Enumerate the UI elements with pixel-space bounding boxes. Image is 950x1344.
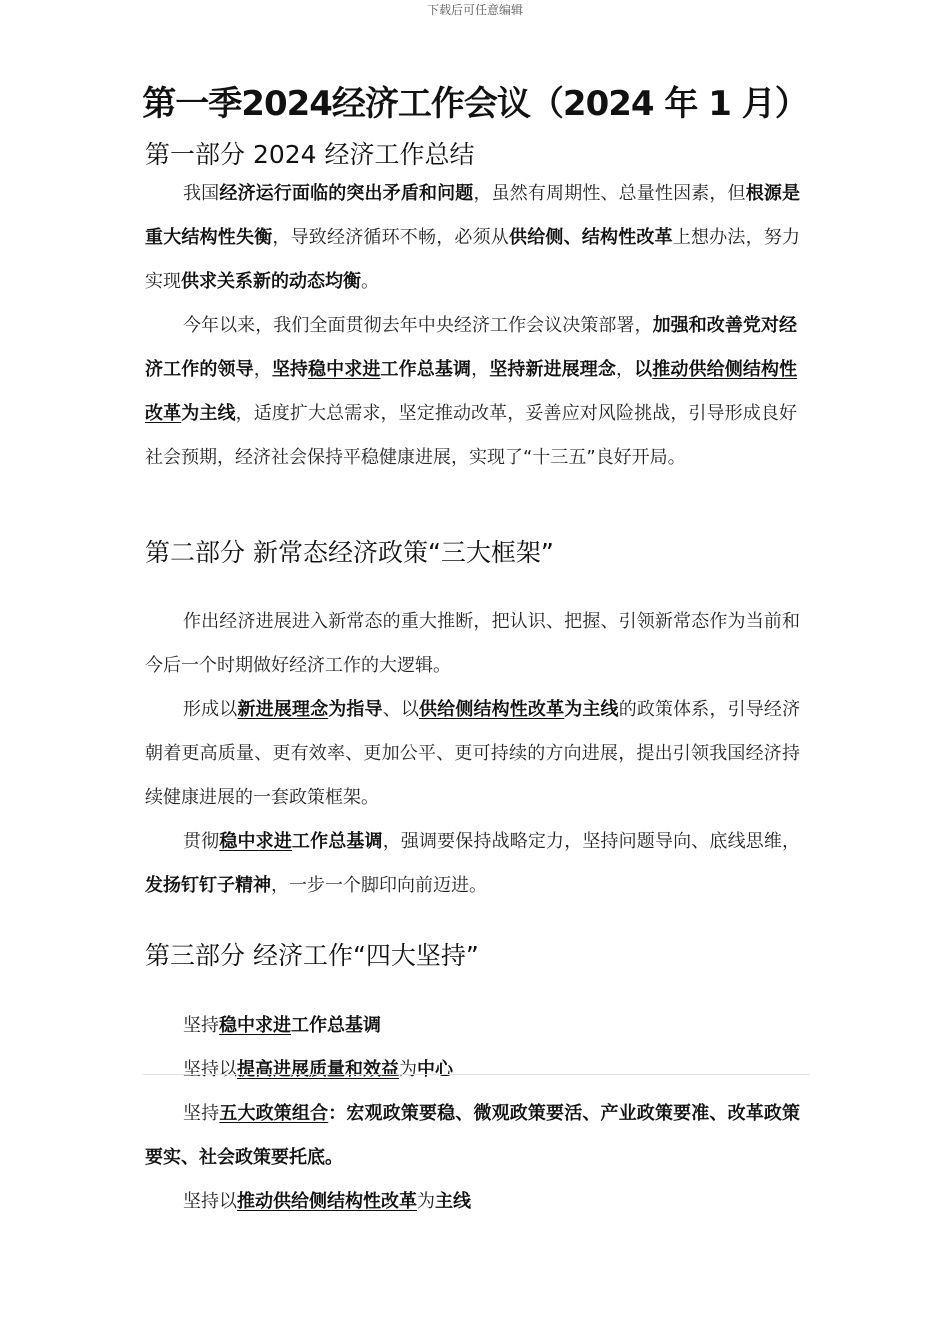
emphasis-text: 工作总基调 bbox=[291, 1015, 381, 1036]
text-run: ，一步一个脚印向前迈进。 bbox=[271, 875, 487, 896]
section-2-paragraph-1 bbox=[145, 600, 800, 688]
emphasis-underlined: 供给侧结构性改革 bbox=[419, 699, 565, 720]
text-run: ，适度扩大总需求，坚定推动改革，妥善应对风险挑战，引导形成良好社会预期，经济社会保持平稳健康进展，实现了“十三五”良好开局。 bbox=[145, 403, 798, 468]
section-3-item-3 bbox=[145, 1092, 800, 1180]
text-run: 贯彻 bbox=[183, 831, 220, 852]
emphasis-text: 主线 bbox=[435, 1191, 471, 1212]
text-run: 的政策体系，引导经济朝着更高质量、更有效率、更加公平、更可持续的方向进展，提出引领我国经济持续健康进展的一套政策框架。 bbox=[145, 699, 801, 808]
emphasis-text: 工作总基调 bbox=[380, 359, 472, 380]
text-run: ， bbox=[471, 359, 490, 380]
text-run: 为 bbox=[417, 1191, 435, 1212]
emphasis-text: 经济运行面临的突出矛盾和问题 bbox=[219, 183, 474, 204]
text-run: ， bbox=[616, 359, 635, 380]
emphasis-text: 为主线 bbox=[181, 403, 236, 424]
emphasis-text: ：宏观政策要稳、微观政策要活、产业政策要准、改革政策要实、社会政策要托底。 bbox=[145, 1103, 801, 1168]
emphasis-underlined: 稳中求进 bbox=[219, 831, 292, 852]
text-run: ，导致经济循环不畅，必须从 bbox=[272, 227, 510, 248]
emphasis-underlined: 推动供给侧结构性改革 bbox=[237, 1191, 417, 1212]
text-run: 作出经济进展进入新常态的重大推断，把认识、把握、引领新常态作为当前和今后一个时期做好经济工作的大逻辑。 bbox=[145, 611, 800, 676]
text-run: 坚持 bbox=[183, 1103, 220, 1124]
emphasis-text: 中心 bbox=[417, 1059, 453, 1080]
emphasis-text: 为主线 bbox=[564, 699, 619, 720]
section-2-paragraph-3 bbox=[145, 820, 800, 908]
section-3-heading: 第三部分 经济工作“四大坚持” bbox=[145, 941, 479, 970]
emphasis-text: 发扬钉钉子精神 bbox=[145, 875, 271, 896]
section-3-item-4 bbox=[183, 1180, 471, 1224]
emphasis-text: 供求关系新的动态均衡 bbox=[181, 271, 361, 292]
text-run: 。 bbox=[361, 271, 379, 292]
text-run: 、以 bbox=[382, 699, 420, 720]
emphasis-text: 为指导 bbox=[328, 699, 383, 720]
text-run: 形成以 bbox=[183, 699, 238, 720]
text-run: 今年以来，我们全面贯彻去年中央经济工作会议决策部署， bbox=[183, 315, 653, 336]
emphasis-underlined: 五大政策组合 bbox=[219, 1103, 329, 1124]
text-run: ，虽然有周期性、总量性因素，但 bbox=[473, 183, 746, 204]
section-2-heading: 第二部分 新常态经济政策“三大框架” bbox=[145, 538, 554, 567]
emphasis-text: 根源是重大结构性失衡 bbox=[145, 183, 801, 248]
section-1-paragraph-1 bbox=[145, 172, 800, 304]
section-1-paragraph-2 bbox=[145, 304, 797, 480]
emphasis-underlined: 推动供给侧结构性改革 bbox=[145, 359, 798, 424]
emphasis-text: 工作总基调 bbox=[291, 831, 383, 852]
emphasis-text: 加强和改善党对经济工作的领导 bbox=[145, 315, 798, 380]
emphasis-underlined: 稳中求进 bbox=[308, 359, 381, 380]
text-run: 为 bbox=[399, 1059, 417, 1080]
text-run: 坚持 bbox=[183, 1015, 219, 1036]
download-note: 下载后可任意编辑 bbox=[426, 3, 523, 17]
text-run: 我国 bbox=[183, 183, 220, 204]
text-run: 坚持以 bbox=[183, 1059, 237, 1080]
emphasis-underlined: 稳中求进 bbox=[219, 1015, 291, 1036]
text-run: ，强调要保持战略定力，坚持问题导向、底线思维， bbox=[382, 831, 801, 852]
section-1-heading: 第一部分 2024 经济工作总结 bbox=[145, 140, 475, 169]
section-3-item-1 bbox=[183, 1004, 381, 1048]
text-run: 上想办法，努力实现 bbox=[145, 227, 801, 292]
section-2-paragraph-2 bbox=[145, 688, 800, 820]
emphasis-text: 以 bbox=[634, 359, 653, 380]
emphasis-text: 坚持 bbox=[271, 359, 309, 380]
emphasis-text: 供给侧、结构性改革 bbox=[509, 227, 673, 248]
emphasis-underlined: 新进展理念 bbox=[237, 699, 329, 720]
text-run: 坚持以 bbox=[183, 1191, 237, 1212]
emphasis-text: 坚持新进展理念 bbox=[489, 359, 617, 380]
document-title: 第一季2024经济工作会议（2024 年 1 月） bbox=[142, 84, 808, 124]
page-divider bbox=[143, 1074, 810, 1075]
emphasis-underlined: 提高进展质量和效益 bbox=[237, 1059, 399, 1080]
section-3-item-2 bbox=[183, 1048, 453, 1092]
text-run: ， bbox=[253, 359, 272, 380]
